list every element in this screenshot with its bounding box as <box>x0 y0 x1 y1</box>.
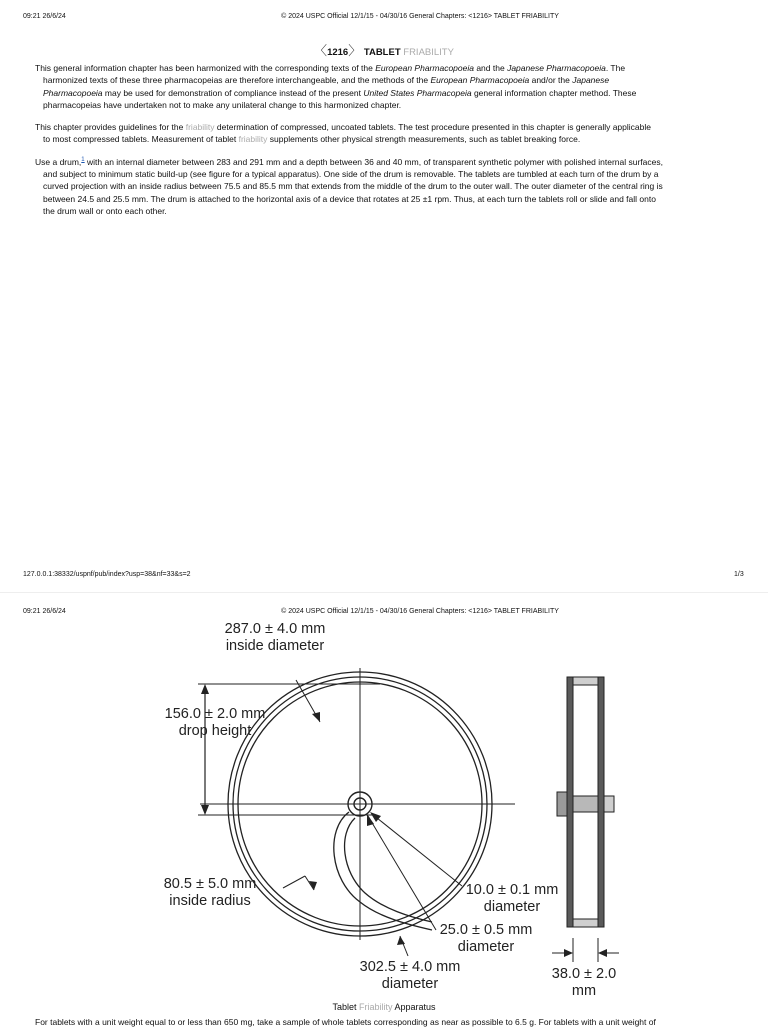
ring-diameter-text: diameter <box>457 939 515 955</box>
p1-text: harmonized texts of these three pharmacopeias are therefore interchangeable, and the methods of the <box>43 75 431 86</box>
p3-text: with an internal diameter between 283 and 291 mm and a depth between 36 and 40 mm, of transparent synthetic polymer with polished internal surfaces, <box>84 156 663 167</box>
p1-text: . The <box>605 63 626 73</box>
p2-text: to most compressed tablets. Measurement of tablet <box>43 134 239 145</box>
p1-text: general information chapter method. These <box>471 87 637 98</box>
p1-ital: Pharmacopoeia <box>43 87 103 98</box>
chapter-close-bracket: 〉 <box>348 43 362 58</box>
inside-radius-label <box>135 876 285 910</box>
p1-line4: pharmacopeias have undertaken not to make any unilateral change to this harmonized chapter. <box>43 99 402 110</box>
chapter-open-bracket: 〈 <box>314 43 328 58</box>
outer-diameter-text: diameter <box>381 976 439 992</box>
ring-diameter-value: 25.0 ± 0.5 mm <box>439 922 533 938</box>
outer-diameter-value: 302.5 ± 4.0 mm <box>359 959 461 975</box>
drop-height-value: 156.0 ± 2.0 mm <box>164 706 266 722</box>
caption-word-friability: Friability <box>358 1002 393 1012</box>
drop-height-label <box>140 706 290 740</box>
page1-header-title: © 2024 USPC Official 12/1/15 - 04/30/16 General Chapters: <1216> TABLET FRIABILITY <box>281 13 559 20</box>
p1-ital: European Pharmacopoeia <box>375 63 474 73</box>
drum-side-view <box>552 677 619 962</box>
p1-text: and/or the <box>529 75 573 86</box>
page1-timestamp: 09:21 26/6/24 <box>23 13 66 20</box>
side-rim-top <box>573 677 598 685</box>
page1-footer-page: 1/3 <box>734 571 744 578</box>
drop-height-text: drop height <box>178 723 252 739</box>
caption-word-tablet: Tablet <box>332 1002 357 1012</box>
p3-line2: and subject to minimum static build-up (see figure for a typical apparatus). One side of the drum is removable. The tablets are tumbled at each turn of the drum by a <box>43 169 659 180</box>
friability-link[interactable]: friability <box>185 122 215 132</box>
p3-line3: curved projection with an inside radius between 75.5 and 85.5 mm that extends from the middle of the drum to the outer wall. The outer diameter of the central ring is <box>43 181 663 192</box>
ring-diameter-label <box>426 922 546 956</box>
inside-diameter-value: 287.0 ± 4.0 mm <box>224 621 326 637</box>
hub-diameter-label <box>447 882 577 916</box>
p1-ital: Japanese <box>572 75 610 86</box>
p2-text: determination of compressed, uncoated tablets. The test procedure presented in this chapter is generally applicable <box>214 122 651 132</box>
inside-diameter-text: inside diameter <box>225 638 325 654</box>
p1-text: may be used for demonstration of compliance instead of the present <box>102 87 364 98</box>
side-axle-right <box>604 796 614 812</box>
inside-diameter-label <box>200 621 350 655</box>
drop-height-arrow-down <box>201 805 209 815</box>
depth-unit: mm <box>571 983 597 999</box>
p3-line4: between 24.5 and 25.5 mm. The drum is attached to the horizontal axis of a device that rotates at 25 ±1 rpm. Thus, at each turn the tablets roll or slide and fall onto <box>43 193 656 204</box>
drop-height-arrow-up <box>201 684 209 694</box>
page1-footer-url: 127.0.0.1:38332/uspnf/pub/index?usp=38&nf=33&s=2 <box>23 571 191 578</box>
inside-diameter-arrow <box>312 712 320 722</box>
p1-text: This general information chapter has been harmonized with the corresponding texts of the <box>35 63 376 73</box>
friability-link[interactable]: friability <box>238 134 268 145</box>
p3-text: Use a drum, <box>35 156 82 167</box>
page2-header-title: © 2024 USPC Official 12/1/15 - 04/30/16 General Chapters: <1216> TABLET FRIABILITY <box>281 608 559 615</box>
inside-radius-leader-a <box>283 876 305 888</box>
depth-arrow-left <box>564 949 573 957</box>
depth-arrow-right <box>598 949 607 957</box>
figure-caption <box>0 1002 768 1012</box>
page2-timestamp: 09:21 26/6/24 <box>23 608 66 615</box>
p2-text: This chapter provides guidelines for the <box>35 122 186 132</box>
chapter-number: 1216 <box>327 47 349 58</box>
hub-diameter-text: diameter <box>483 899 541 915</box>
p1-ital: United States Pharmacopeia <box>363 87 472 98</box>
p2-text: supplements other physical strength measurements, such as tablet breaking force. <box>267 134 581 145</box>
chapter-word-tablet: TABLET <box>363 47 401 58</box>
p1-ital: Japanese Pharmacopoeia <box>507 63 606 73</box>
p1-ital: European Pharmacopoeia <box>430 75 530 86</box>
chapter-word-friability: FRIABILITY <box>403 47 454 58</box>
footnote-link[interactable]: 1 <box>81 157 85 163</box>
depth-label <box>538 966 630 1000</box>
p3-line5: the drum wall or onto each other. <box>43 206 167 217</box>
side-axle-left <box>557 792 567 816</box>
caption-word-apparatus: Apparatus <box>394 1002 436 1012</box>
hub-diameter-value: 10.0 ± 0.1 mm <box>465 882 559 898</box>
hub-leader <box>372 814 462 886</box>
side-hub <box>573 796 598 812</box>
p1-text: and the <box>473 63 508 73</box>
inside-radius-value: 80.5 ± 5.0 mm <box>163 876 257 892</box>
cutoff-paragraph: For tablets with a unit weight equal to or less than 650 mg, take a sample of whole tablets corresponding as near as possible to 6.5 g. For tablets with a unit weight of <box>35 1017 656 1027</box>
side-wall-right <box>598 677 604 927</box>
side-rim-bottom <box>573 919 598 927</box>
inside-radius-text: inside radius <box>169 893 251 909</box>
baffle-inner-curve <box>345 818 432 922</box>
outer-diameter-label <box>345 959 475 993</box>
depth-value: 38.0 ± 2.0 <box>551 966 617 982</box>
